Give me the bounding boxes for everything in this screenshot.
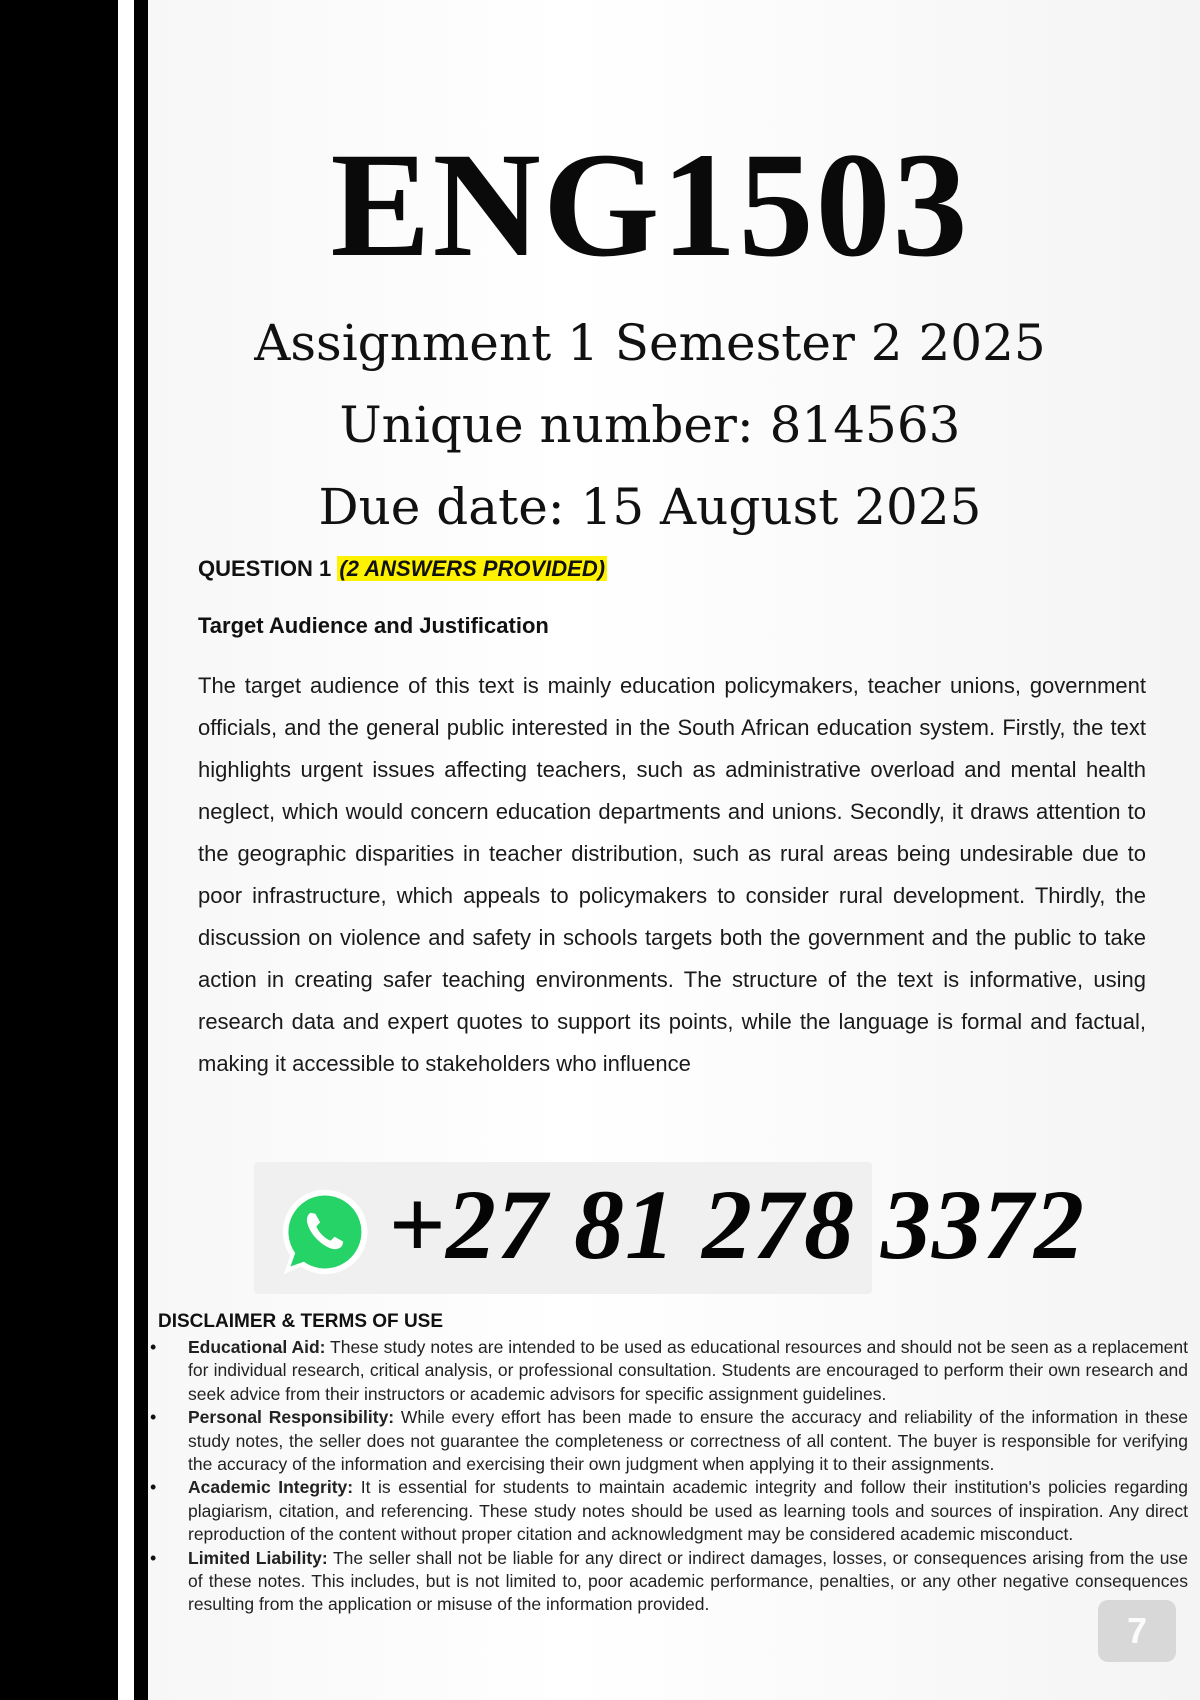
due-date: Due date: 15 August 2025 — [318, 478, 982, 536]
disclaimer-item-personal-responsibility — [148, 1406, 1188, 1476]
disclaimer-item-academic-integrity — [148, 1476, 1188, 1546]
phone-number: +27 81 278 3372 — [388, 1169, 1085, 1280]
bullet-icon: • — [150, 1337, 157, 1357]
disclaimer-list — [148, 1336, 1188, 1617]
disclaimer-text: The seller shall not be liable for any direct or indirect damages, losses, or consequences arising from the use of these notes. This includes, but is not limited to, poor academic performance, penalties, or any other negative consequences resulting from the application or misuse of the information provided. — [188, 1547, 1189, 1615]
disclaimer-term: Academic Integrity: — [188, 1477, 354, 1498]
disclaimer-text: While every effort has been made to ensure the accuracy and reliability of the information in these study notes, the seller does not guarantee the completeness or correctness of all content. The buyer is responsible for verifying the accuracy of the information and exercising their own judgment when applying it to their assignments. — [188, 1407, 1188, 1475]
unique-number: Unique number: 814563 — [339, 396, 961, 454]
whatsapp-icon — [276, 1184, 372, 1280]
assignment-subtitle: Assignment 1 Semester 2 2025 — [254, 314, 1046, 372]
disclaimer-text: It is essential for students to maintain academic integrity and follow their institution's policies regarding plagiarism, citation, and referencing. These study notes should be used as learning tools and sources of inspiration. Any direct reproduction of the content without proper citation and acknowledgment may be considered academic misconduct. — [188, 1477, 1188, 1545]
section-heading: Target Audience and Justification — [198, 613, 549, 638]
disclaimer-text: These study notes are intended to be used as educational resources and should not be seen as a replacement for individual research, critical analysis, or professional consultation. Students are encouraged to perform their own research and seek advice from their instructors or academic advisors for specific assignment guidelines. — [188, 1337, 1188, 1404]
disclaimer-term: Limited Liability: — [188, 1547, 328, 1568]
question-label: QUESTION 1 — [198, 556, 332, 581]
page-number-badge: 7 — [1098, 1600, 1176, 1662]
disclaimer-term: Educational Aid: — [188, 1337, 326, 1357]
disclaimer-item-educational-aid — [148, 1336, 1188, 1406]
question-heading — [198, 556, 607, 582]
answer-paragraph: The target audience of this text is mainly education policymakers, teacher unions, government officials, and the general public interested in the South African education system. Firstly, the text highlights urgent issues affecting teachers, such as administrative overload and mental health neglect, which would concern education departments and unions. Secondly, it draws attention to the geographic disparities in teacher distribution, such as rural areas being undesirable due to poor infrastructure, which appeals to policymakers to consider rural development. Thirdly, the discussion on violence and safety in schools targets both the government and the public to take action in creating safer teaching environments. The structure of the text is informative, using research data and expert quotes to support its points, while the language is formal and factual, making it accessible to stakeholders who influence — [198, 673, 1146, 1076]
bullet-icon: • — [150, 1477, 157, 1498]
bullet-icon: • — [150, 1547, 157, 1568]
bullet-icon: • — [150, 1407, 157, 1428]
course-code-title: ENG1503 — [330, 122, 970, 288]
disclaimer-term: Personal Responsibility: — [188, 1407, 395, 1428]
answers-provided-highlight: (2 ANSWERS PROVIDED) — [339, 556, 606, 581]
disclaimer-item-limited-liability — [148, 1547, 1188, 1617]
disclaimer-title: DISCLAIMER & TERMS OF USE — [158, 1311, 444, 1332]
